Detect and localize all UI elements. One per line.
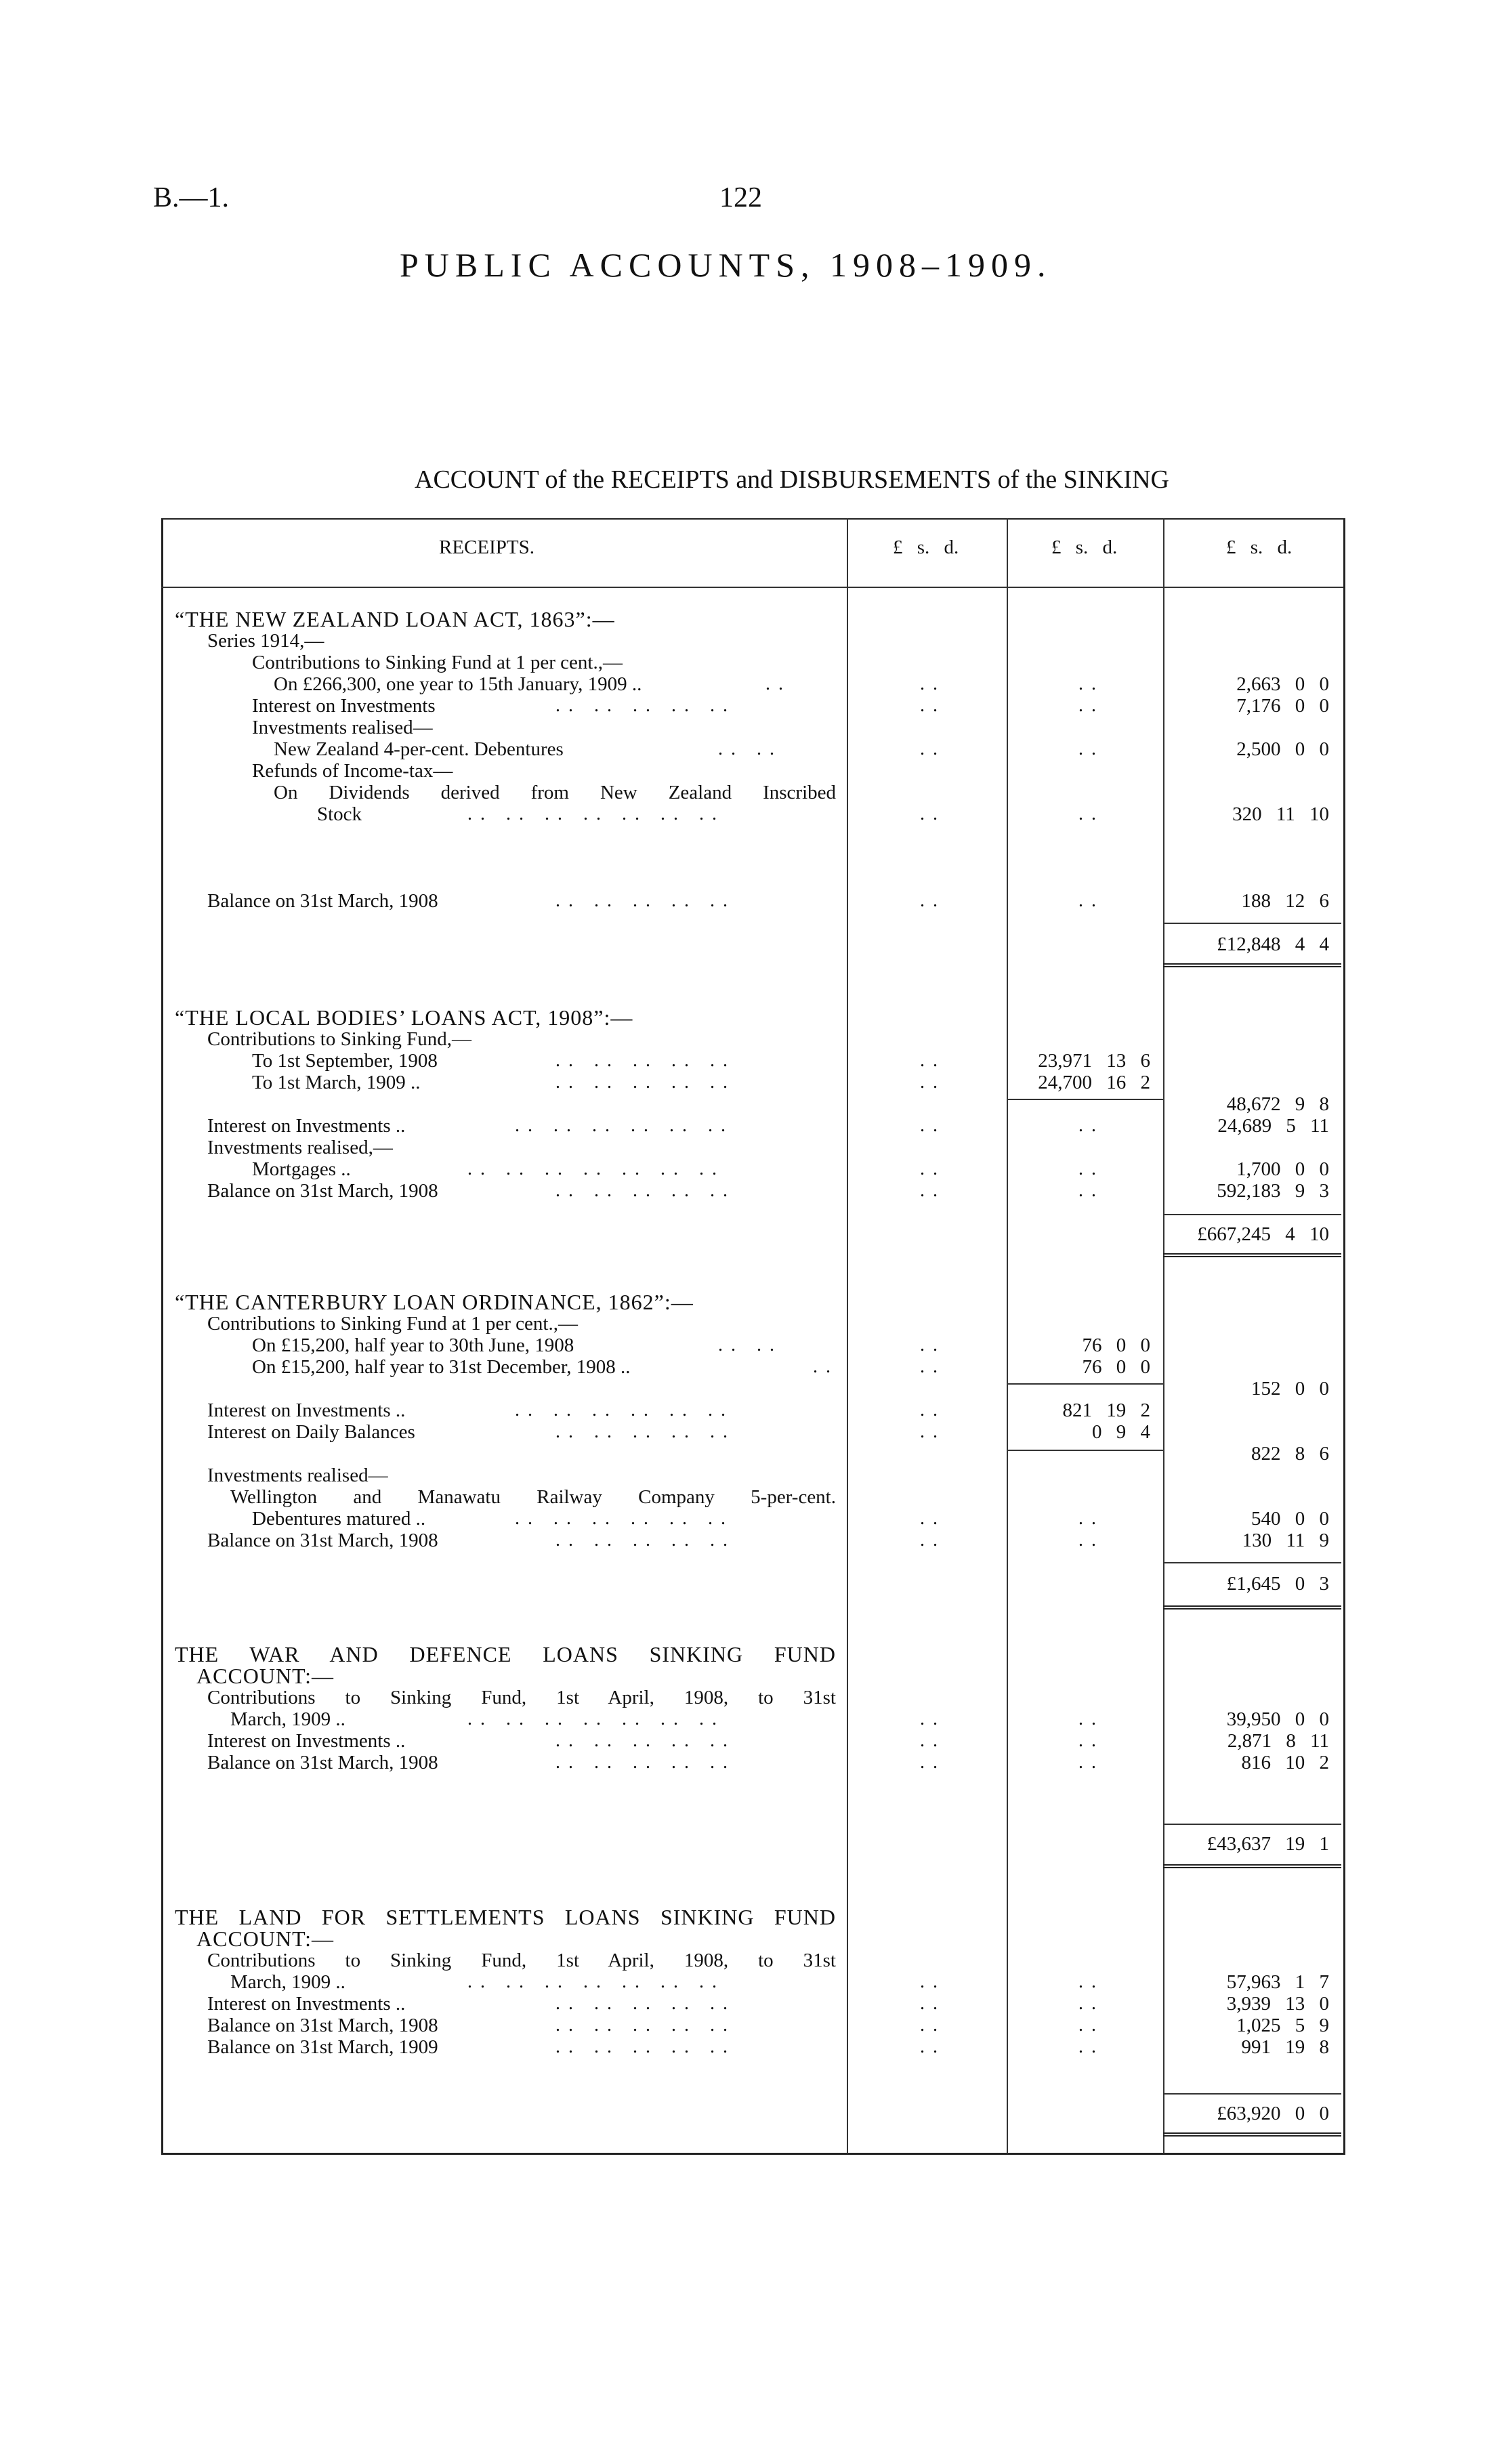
leader-dots: .. [1078, 2015, 1104, 2036]
section-heading-cont: ACCOUNT:— [196, 1927, 334, 1951]
sub-amount: 76 0 0 [1082, 1334, 1150, 1356]
amount: 2,663 0 0 [1236, 673, 1329, 695]
leader-dots: .. .. .. .. .. [555, 1421, 736, 1442]
leader-dots: .. [920, 1752, 946, 1773]
line-text: Balance on 31st March, 1908 [207, 1530, 438, 1551]
leader-dots: .. .. .. .. .. [555, 695, 736, 716]
line-text: March, 1909 .. [230, 1708, 345, 1730]
leader-dots: .. [1078, 890, 1104, 911]
leader-dots: .. [920, 2036, 946, 2057]
leader-dots: .. [920, 1400, 946, 1421]
page-title: PUBLIC ACCOUNTS, 1908–1909. [400, 246, 1052, 284]
leader-dots: .. .. .. .. .. .. [515, 1508, 734, 1529]
line-text: Interest on Investments .. [207, 1730, 406, 1752]
line-text: Investments realised— [207, 1465, 388, 1486]
column-rule [1007, 518, 1008, 2153]
column-header-money-1: £ s. d. [893, 537, 959, 558]
amount: 991 19 8 [1241, 2036, 1329, 2058]
amount: 816 10 2 [1241, 1752, 1329, 1773]
amount: 540 0 0 [1251, 1508, 1329, 1530]
line-text: Interest on Daily Balances [207, 1421, 415, 1443]
leader-dots: .. [1078, 1508, 1104, 1529]
section-total: £1,645 0 3 [1226, 1573, 1329, 1595]
leader-dots: .. [920, 1356, 946, 1377]
line-text: Contributions to Sinking Fund at 1 per cent.,— [207, 1313, 578, 1334]
leader-dots: .. [1078, 695, 1104, 716]
line-text: Interest on Investments [252, 695, 436, 717]
leader-dots: .. .. .. .. .. [555, 1072, 736, 1093]
double-rule [1163, 963, 1341, 967]
line-text: Interest on Investments .. [207, 1115, 406, 1137]
amount: 24,689 5 11 [1217, 1115, 1329, 1137]
leader-dots: .. .. .. .. .. [555, 1050, 736, 1071]
column-rule [1163, 518, 1164, 2153]
section-total: £43,637 19 1 [1206, 1833, 1329, 1855]
sub-amount: 76 0 0 [1082, 1356, 1150, 1378]
leader-dots: .. [1078, 1730, 1104, 1751]
leader-dots: .. [920, 2015, 946, 2036]
line-text: On £15,200, half year to 30th June, 1908 [252, 1334, 574, 1356]
amount: 39,950 0 0 [1226, 1708, 1329, 1730]
section-heading: “THE LOCAL BODIES’ LOANS ACT, 1908”:— [175, 1005, 633, 1030]
leader-dots: .. [920, 1050, 946, 1071]
line-text: March, 1909 .. [230, 1971, 345, 1993]
amount: 2,500 0 0 [1236, 738, 1329, 760]
leader-dots: .. [920, 1180, 946, 1201]
amount: 7,176 0 0 [1236, 695, 1329, 717]
leader-dots: .. [1078, 1993, 1104, 2014]
leader-dots: .. [920, 695, 946, 716]
line-text: Balance on 31st March, 1908 [207, 890, 438, 912]
leader-dots: .. .. [718, 1334, 782, 1355]
leader-dots: .. [813, 1356, 839, 1377]
leader-dots: .. [920, 1421, 946, 1442]
leader-dots: .. [920, 1334, 946, 1355]
total-rule [1163, 1214, 1341, 1215]
leader-dots: .. .. .. .. .. [555, 1993, 736, 2014]
total-rule [1163, 1562, 1341, 1563]
amount: 592,183 9 3 [1217, 1180, 1329, 1202]
amount: 3,939 13 0 [1226, 1993, 1329, 2015]
column-header-receipts: RECEIPTS. [439, 537, 534, 558]
leader-dots: .. [1078, 1158, 1104, 1179]
line-text: Interest on Investments .. [207, 1400, 406, 1421]
double-rule [1163, 2132, 1341, 2137]
line-text: To 1st March, 1909 .. [252, 1072, 421, 1093]
total-rule [1163, 1824, 1341, 1825]
line-text: Mortgages .. [252, 1158, 351, 1180]
leader-dots: .. .. .. .. .. [555, 2036, 736, 2057]
line-text: On £15,200, half year to 31st December, 1908 .. [252, 1356, 631, 1378]
header-rule [161, 587, 1343, 588]
leader-dots: .. .. .. .. .. [555, 1530, 736, 1551]
leader-dots: .. [920, 1708, 946, 1729]
amount: 130 11 9 [1242, 1530, 1329, 1551]
account-heading: ACCOUNT of the RECEIPTS and DISBURSEMENTS of the SINKING [415, 465, 1169, 494]
line-text: Balance on 31st March, 1908 [207, 1180, 438, 1202]
line-text: Series 1914,— [207, 630, 324, 652]
section-heading: THE LAND FOR SETTLEMENTS LOANS SINKING FUND [175, 1905, 836, 1929]
amount: 2,871 8 11 [1227, 1730, 1329, 1752]
line-text: New Zealand 4-per-cent. Debentures [274, 738, 564, 760]
amount: 57,963 1 7 [1226, 1971, 1329, 1993]
total-rule [1163, 923, 1341, 924]
leader-dots: .. .. [718, 738, 782, 759]
line-text: To 1st September, 1908 [252, 1050, 438, 1072]
leader-dots: .. .. .. .. .. .. [515, 1115, 734, 1136]
line-text: Debentures matured .. [252, 1508, 426, 1530]
amount: 188 12 6 [1241, 890, 1329, 912]
document-reference: B.—1. [153, 182, 230, 213]
line-text: Balance on 31st March, 1909 [207, 2036, 438, 2058]
line-text: Interest on Investments .. [207, 1993, 406, 2015]
leader-dots: .. .. .. .. .. .. .. [467, 1971, 725, 1992]
line-text: On Dividends derived from New Zealand Inscribed [274, 782, 836, 803]
column-rule [847, 518, 848, 2153]
leader-dots: .. [1078, 1708, 1104, 1729]
amount: 48,672 9 8 [1226, 1093, 1329, 1115]
column-header-money-2: £ s. d. [1051, 537, 1118, 558]
leader-dots: .. [765, 673, 791, 694]
sub-amount: 0 9 4 [1092, 1421, 1150, 1443]
subtotal-rule [1007, 1383, 1163, 1385]
section-total: £12,848 4 4 [1217, 933, 1329, 955]
leader-dots: .. [1078, 1115, 1104, 1136]
leader-dots: .. [920, 890, 946, 911]
section-total: £667,245 4 10 [1197, 1223, 1329, 1245]
amount: 320 11 10 [1232, 803, 1329, 825]
section-total: £63,920 0 0 [1217, 2103, 1329, 2124]
leader-dots: .. [1078, 1752, 1104, 1773]
section-heading: THE WAR AND DEFENCE LOANS SINKING FUND [175, 1642, 836, 1666]
leader-dots: .. [920, 673, 946, 694]
leader-dots: .. [1078, 1530, 1104, 1551]
sub-amount: 821 19 2 [1062, 1400, 1150, 1421]
line-text: Contributions to Sinking Fund, 1st April, 1908, to 31st [207, 1950, 836, 1971]
leader-dots: .. .. .. .. .. .. .. [467, 1158, 725, 1179]
leader-dots: .. .. .. .. .. [555, 890, 736, 911]
leader-dots: .. [1078, 803, 1104, 824]
leader-dots: .. .. .. .. .. [555, 1730, 736, 1751]
leader-dots: .. .. .. .. .. .. .. [467, 803, 725, 824]
column-header-money-3: £ s. d. [1226, 537, 1293, 558]
leader-dots: .. .. .. .. .. .. [515, 1400, 734, 1421]
leader-dots: .. [920, 1158, 946, 1179]
line-text: Contributions to Sinking Fund,— [207, 1028, 471, 1050]
leader-dots: .. [920, 1971, 946, 1992]
line-text: Wellington and Manawatu Railway Company 5-per-cent. [230, 1486, 836, 1508]
leader-dots: .. [920, 1508, 946, 1529]
leader-dots: .. [1078, 673, 1104, 694]
leader-dots: .. [920, 1730, 946, 1751]
page-number: 122 [719, 182, 762, 213]
subtotal-rule [1007, 1450, 1163, 1451]
amount: 1,025 5 9 [1236, 2015, 1329, 2036]
leader-dots: .. .. .. .. .. .. .. [467, 1708, 725, 1729]
leader-dots: .. [920, 1530, 946, 1551]
double-rule [1163, 1864, 1341, 1868]
leader-dots: .. [920, 803, 946, 824]
leader-dots: .. [1078, 1971, 1104, 1992]
line-text: Investments realised,— [207, 1137, 393, 1158]
subtotal-rule [1007, 1099, 1163, 1100]
amount: 1,700 0 0 [1236, 1158, 1329, 1180]
leader-dots: .. .. .. .. .. [555, 1180, 736, 1201]
line-text: Refunds of Income-tax— [252, 760, 453, 782]
section-heading: “THE CANTERBURY LOAN ORDINANCE, 1862”:— [175, 1290, 694, 1314]
line-text: Contributions to Sinking Fund, 1st April, 1908, to 31st [207, 1687, 836, 1708]
line-text: Contributions to Sinking Fund at 1 per cent.,— [252, 652, 623, 673]
line-text: Stock [317, 803, 362, 825]
line-text: On £266,300, one year to 15th January, 1909 .. [274, 673, 642, 695]
line-text: Balance on 31st March, 1908 [207, 2015, 438, 2036]
leader-dots: .. [1078, 1180, 1104, 1201]
amount: 152 0 0 [1251, 1378, 1329, 1400]
double-rule [1163, 1605, 1341, 1610]
leader-dots: .. [920, 1993, 946, 2014]
line-text: Balance on 31st March, 1908 [207, 1752, 438, 1773]
sub-amount: 24,700 16 2 [1038, 1072, 1150, 1093]
leader-dots: .. .. .. .. .. [555, 2015, 736, 2036]
leader-dots: .. [1078, 2036, 1104, 2057]
double-rule [1163, 1253, 1341, 1257]
leader-dots: .. [1078, 738, 1104, 759]
section-heading-cont: ACCOUNT:— [196, 1664, 334, 1688]
leader-dots: .. [920, 1115, 946, 1136]
leader-dots: .. .. .. .. .. [555, 1752, 736, 1773]
leader-dots: .. [920, 738, 946, 759]
section-heading: “THE NEW ZEALAND LOAN ACT, 1863”:— [175, 607, 615, 631]
line-text: Investments realised— [252, 717, 433, 738]
amount: 822 8 6 [1251, 1443, 1329, 1465]
sub-amount: 23,971 13 6 [1038, 1050, 1150, 1072]
total-rule [1163, 2093, 1341, 2095]
leader-dots: .. [920, 1072, 946, 1093]
